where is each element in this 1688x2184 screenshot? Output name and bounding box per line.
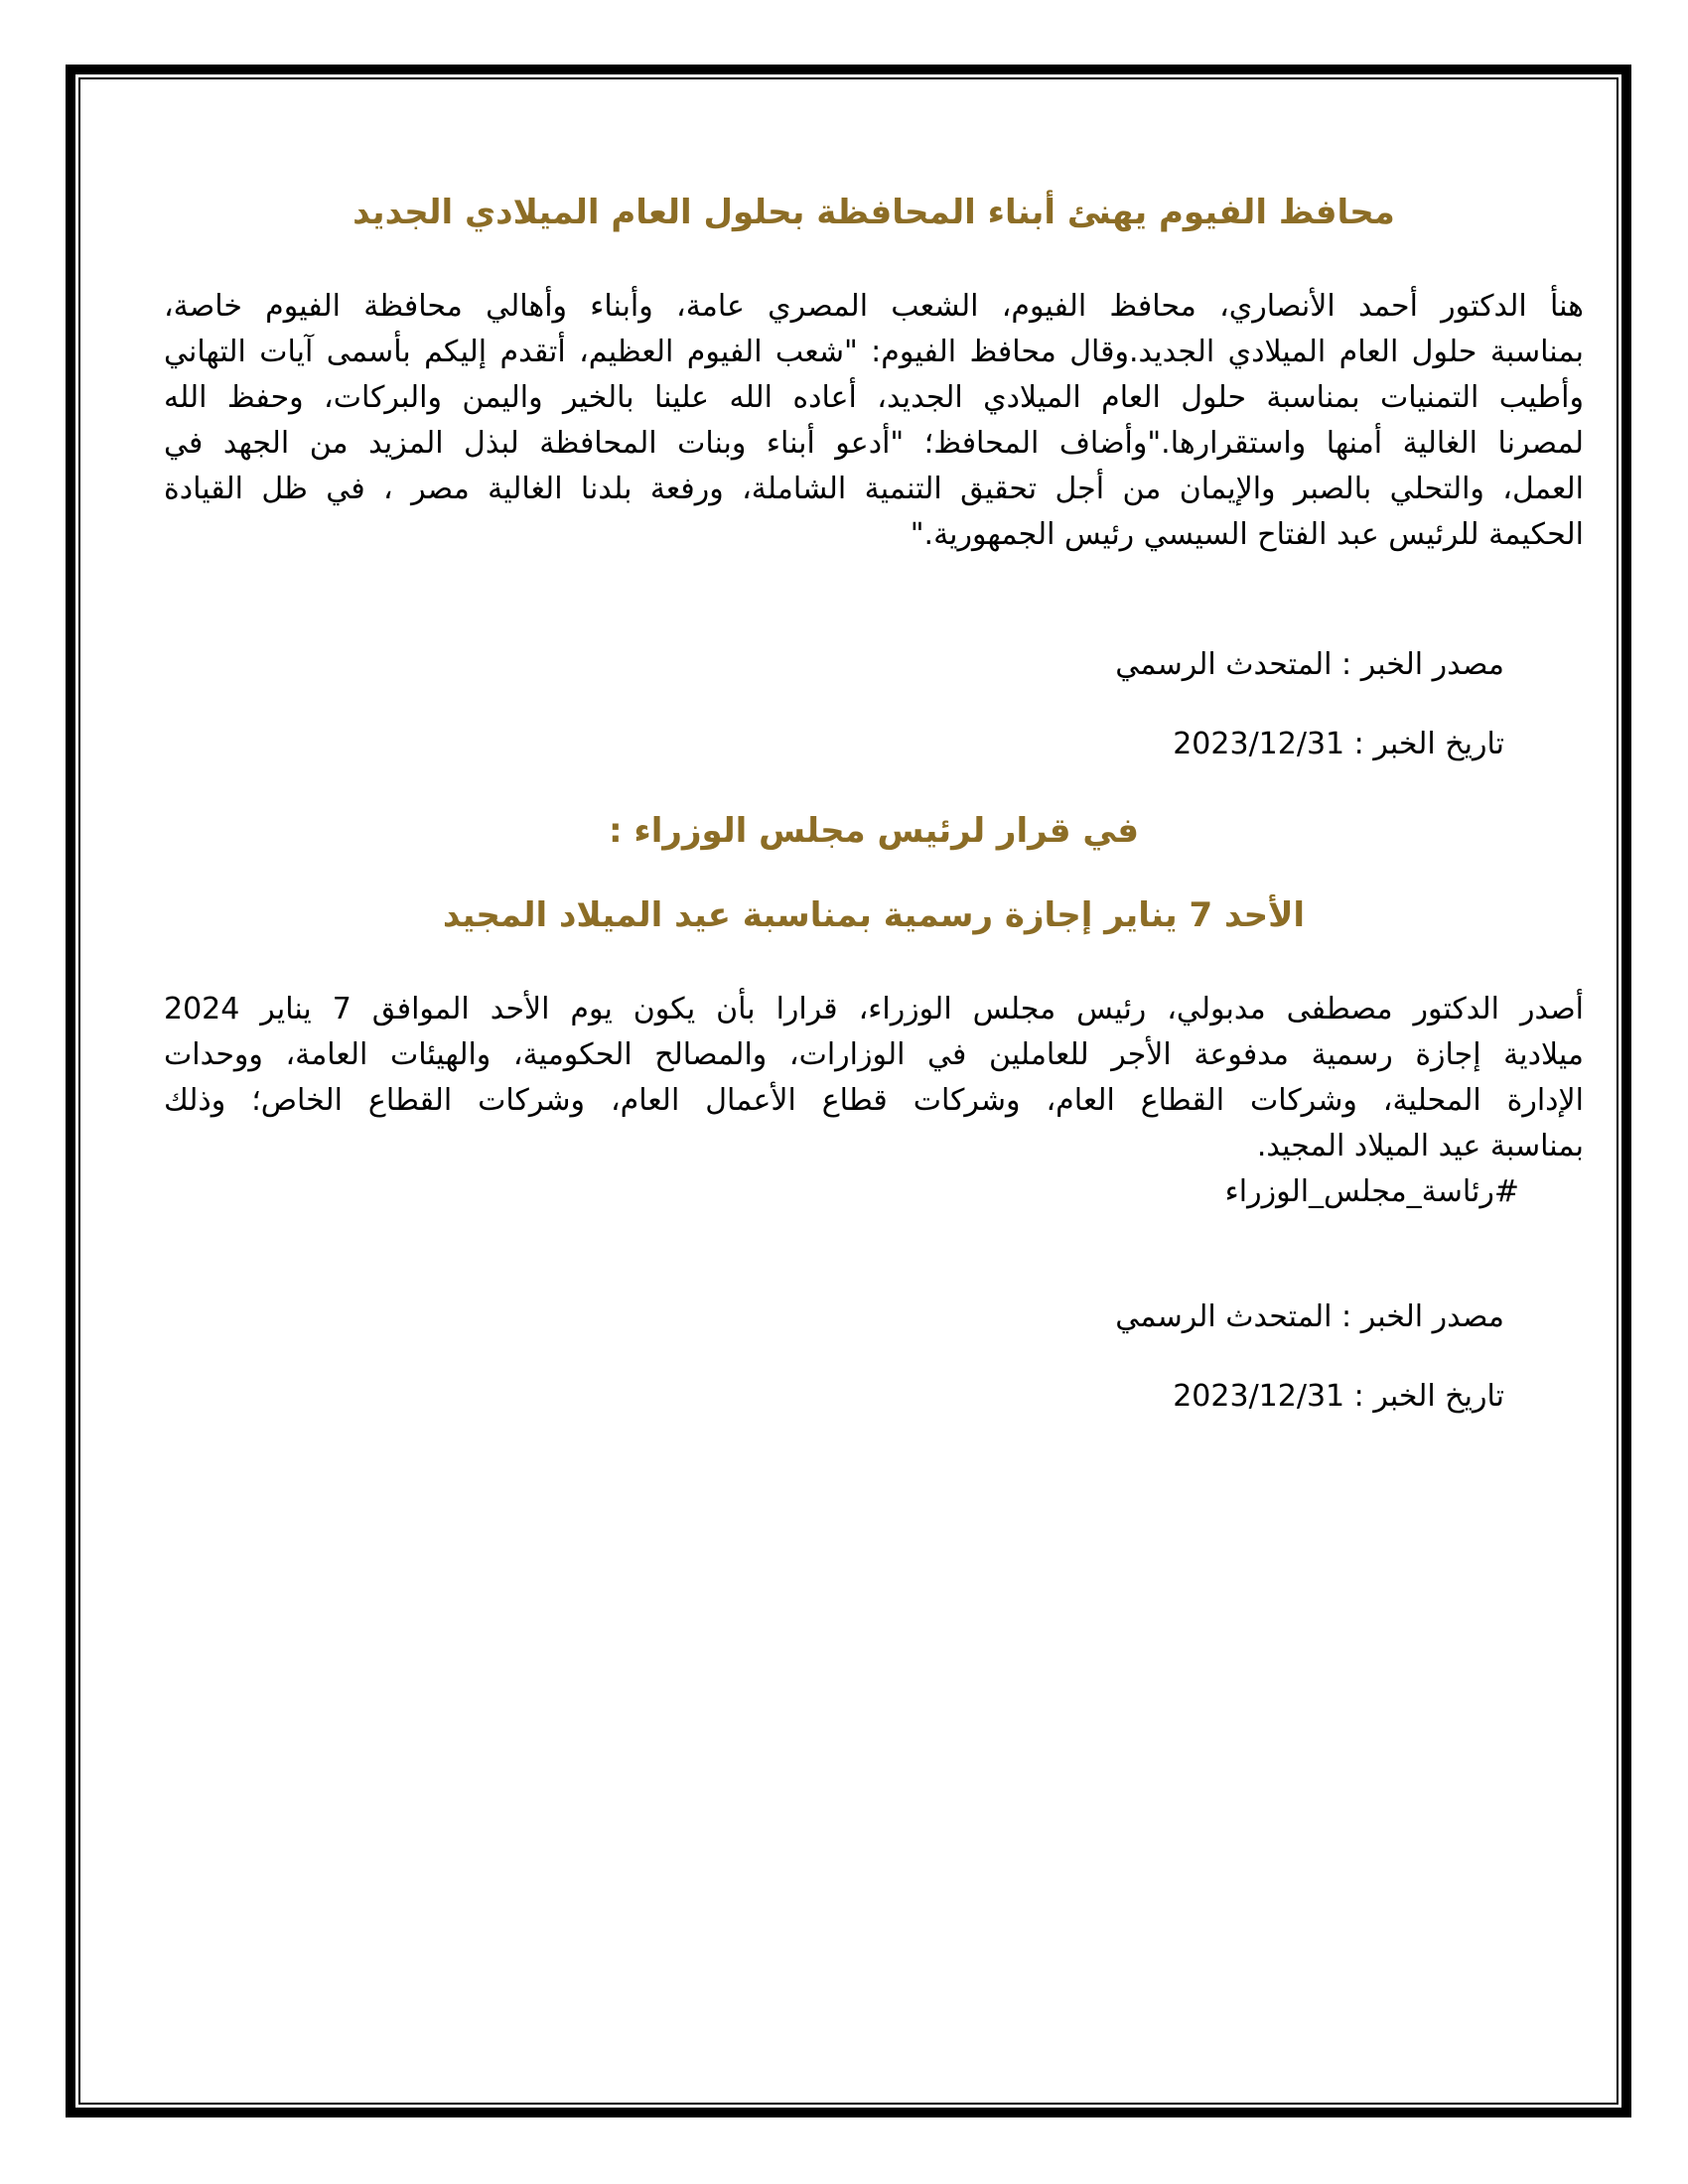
article1-title: محافظ الفيوم يهنئ أبناء المحافظة بحلول العام الميلادي الجديد	[352, 193, 1395, 232]
text-line: الحكيمة للرئيس عبد الفتاح السيسي رئيس الجمهورية."	[910, 517, 1584, 552]
article1-body	[164, 284, 1584, 558]
article2-source: مصدر الخبر : المتحدث الرسمي	[1115, 1299, 1504, 1334]
text-line: أصدر الدكتور مصطفى مدبولي، رئيس مجلس الوزراء، قرارا بأن يكون يوم الأحد الموافق 7 يناير 2024	[164, 992, 1584, 1026]
article2-date: تاريخ الخبر : 2023/12/31	[1173, 1379, 1504, 1414]
text-line: ميلادية إجازة رسمية مدفوعة الأجر للعاملين في الوزارات، والمصالح الحكومية، والهيئات العامة، ووحدات	[164, 1037, 1584, 1072]
article2-body	[164, 987, 1584, 1169]
article2-heading-intro: في قرار لرئيس مجلس الوزراء :	[608, 811, 1140, 851]
text-line: لمصرنا الغالية أمنها واستقرارها."وأضاف المحافظ؛ "أدعو أبناء وبنات المحافظة لبذل المزيد من الجهد في	[164, 426, 1584, 461]
text-line: الإدارة المحلية، وشركات القطاع العام، وشركات قطاع الأعمال العام، وشركات القطاع الخاص؛ وذلك	[164, 1083, 1584, 1118]
article2-heading-main: الأحد 7 يناير إجازة رسمية بمناسبة عيد الميلاد المجيد	[442, 895, 1306, 935]
text-line: بمناسبة عيد الميلاد المجيد.	[1256, 1129, 1584, 1163]
article2-hashtag: #رئاسة_مجلس_الوزراء	[1224, 1174, 1519, 1209]
article1-date: تاريخ الخبر : 2023/12/31	[1173, 727, 1504, 761]
document-content	[164, 187, 1584, 1420]
text-line: هنأ الدكتور أحمد الأنصاري، محافظ الفيوم، الشعب المصري عامة، وأبناء وأهالي محافظة الفيوم خاصة،	[164, 289, 1584, 324]
article1-source: مصدر الخبر : المتحدث الرسمي	[1115, 647, 1504, 682]
text-line: العمل، والتحلي بالصبر والإيمان من أجل تحقيق التنمية الشاملة، ورفعة بلدنا الغالية مصر ، في ظل القيادة	[164, 472, 1584, 506]
text-line: بمناسبة حلول العام الميلادي الجديد.وقال محافظ الفيوم: "شعب الفيوم العظيم، أتقدم إليكم بأسمى آيات التهاني	[164, 335, 1584, 369]
text-line: وأطيب التمنيات بمناسبة حلول العام الميلادي الجديد، أعاده الله علينا بالخير واليمن والبركات، وحفظ الله	[164, 380, 1584, 415]
